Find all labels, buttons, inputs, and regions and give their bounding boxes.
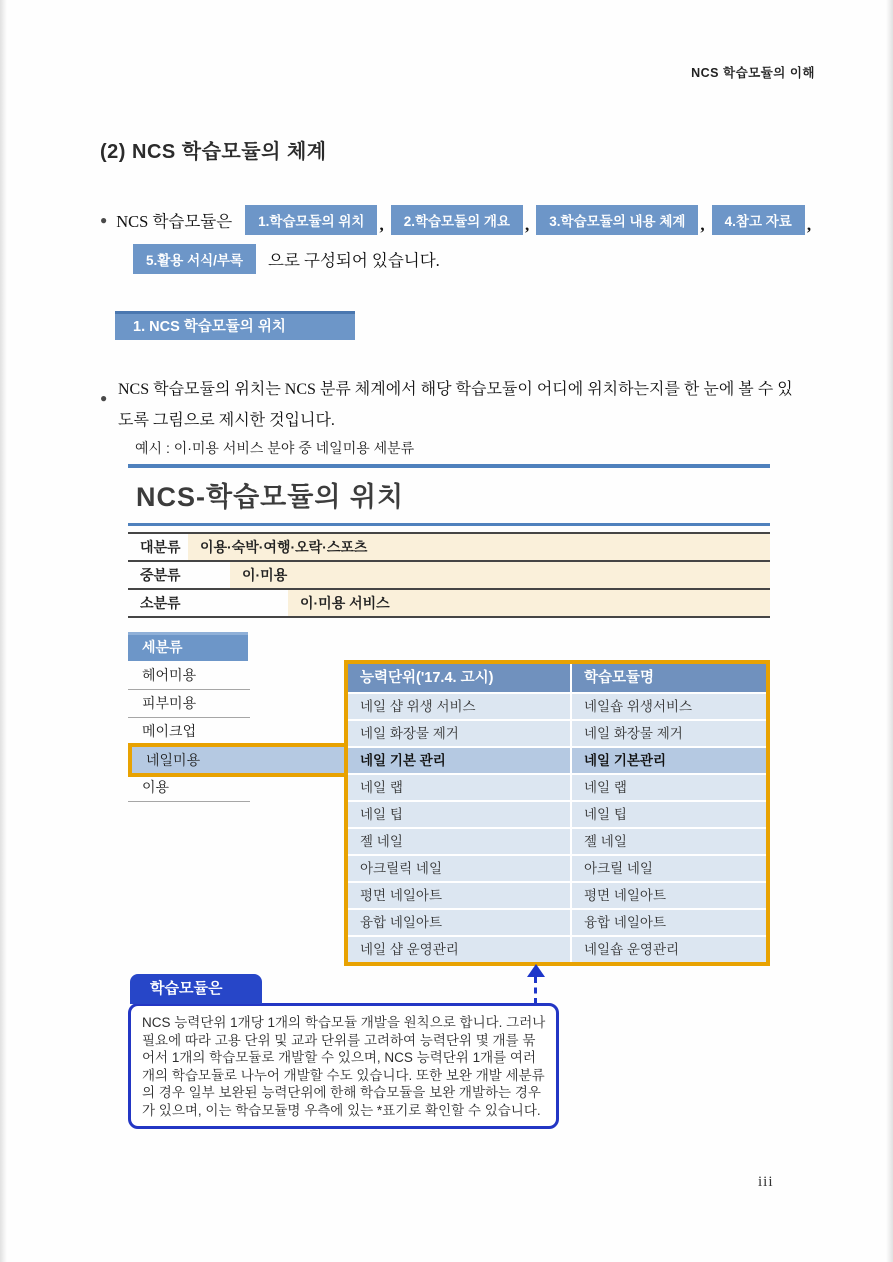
classification-row (128, 560, 770, 588)
running-header: NCS 학습모듈의 이해 (691, 66, 815, 80)
scan-edge-right (886, 0, 893, 1262)
arrow-dashed-stem (534, 977, 537, 1004)
intro-badge: 2.학습모듈의 개요 (391, 205, 523, 235)
module-table-cell: 네일 팁 (348, 802, 570, 827)
subcategory-list (128, 662, 344, 802)
classification-value: 이·미용 서비스 (300, 595, 390, 611)
subcategory-item: 피부미용 (128, 690, 250, 718)
module-table-cell: 네일 샵 위생 서비스 (348, 694, 570, 719)
module-table-cell: 네일 기본관리 (572, 748, 766, 773)
module-table-cell: 네일 화장물 제거 (572, 721, 766, 746)
page-number: iii (758, 1174, 774, 1190)
module-table-cell: 젤 네일 (348, 829, 570, 854)
intro-badge: 5.활용 서식/부록 (133, 244, 256, 274)
bullet-icon: ● (100, 391, 108, 405)
module-table-cell: 평면 네일아트 (348, 883, 570, 908)
classification-label: 대분류 (140, 539, 181, 555)
arrow-up-icon (527, 964, 545, 977)
module-table-cell: 융합 네일아트 (572, 910, 766, 935)
module-table-header: 학습모듈명 (572, 664, 766, 692)
module-table-header: 능력단위('17.4. 고시) (348, 664, 570, 692)
section-header: 1. NCS 학습모듈의 위치 (115, 311, 355, 340)
callout-tab: 학습모듈은 (130, 974, 262, 1004)
module-table-cell: 융합 네일아트 (348, 910, 570, 935)
module-table-cell: 네일 랩 (348, 775, 570, 800)
intro-badge: 4.참고 자료 (712, 205, 805, 235)
classification-band (230, 562, 770, 588)
callout-body: NCS 능력단위 1개당 1개의 학습모듈 개발을 원칙으로 합니다. 그러나 필요에 따라 고용 단위 및 교과 단위를 고려하여 능력단위 몇 개를 묶어서 1개의 학습모듈로 개발할 수 있으며, NCS 능력단위 1개를 여러 개의 학습모듈로 나누어 개발할 수도 있습니다. 또한 보완 개발 세분류의 경우 일부 보완된 능력단위에 한해 학습모듈을 보완 개발하는 경우가 있으며, 이는 학습모듈명 우측에 있는 *표기로 확인할 수 있습니다. (128, 1003, 559, 1129)
diagram-title: NCS-학습모듈의 위치 (136, 482, 405, 512)
classification-table (128, 532, 770, 618)
bullet-icon: ● (100, 213, 108, 227)
module-table-cell: 아크릴 네일 (572, 856, 766, 881)
module-table-cell: 젤 네일 (572, 829, 766, 854)
intro-line-2 (133, 244, 440, 274)
example-line: 예시 : 이·미용 서비스 분야 중 네일미용 세분류 (135, 440, 415, 456)
module-table-cell: 평면 네일아트 (572, 883, 766, 908)
classification-row (128, 588, 770, 618)
comma: , (806, 215, 812, 234)
classification-value: 이·미용 (242, 567, 288, 583)
classification-label: 소분류 (140, 595, 181, 611)
comma: , (379, 215, 384, 234)
subcategory-item: 메이크업 (128, 718, 250, 746)
page-title: (2) NCS 학습모듈의 체계 (100, 141, 327, 163)
subcategory-item: 이용 (128, 774, 250, 802)
module-table (344, 660, 770, 966)
classification-row (128, 532, 770, 560)
diagram-title-block (128, 464, 770, 526)
section-body (100, 374, 800, 436)
subcategory-item: 네일미용 (128, 743, 344, 777)
scan-edge-left (0, 0, 7, 1262)
intro-prefix: NCS 학습모듈은 (116, 212, 233, 231)
intro-line-1 (100, 205, 818, 235)
intro-badge: 3.학습모듈의 내용 체계 (536, 205, 698, 235)
classification-label: 중분류 (140, 567, 181, 583)
module-table-cell: 네일숍 위생서비스 (572, 694, 766, 719)
intro-suffix: 으로 구성되어 있습니다. (268, 251, 440, 270)
module-table-cell: 네일 랩 (572, 775, 766, 800)
comma: , (525, 215, 530, 234)
module-table-cell: 네일 기본 관리 (348, 748, 570, 773)
section-body-text: NCS 학습모듈의 위치는 NCS 분류 체계에서 해당 학습모듈이 어디에 위치하는지를 한 눈에 볼 수 있도록 그림으로 제시한 것입니다. (118, 381, 793, 429)
intro-badge: 1.학습모듈의 위치 (245, 205, 377, 235)
module-table-cell: 아크릴릭 네일 (348, 856, 570, 881)
subcategory-header: 세분류 (128, 632, 248, 661)
subcategory-item: 헤어미용 (128, 662, 250, 690)
classification-value: 이용·숙박·여행·오락·스포츠 (200, 539, 368, 555)
module-table-cell: 네일 화장물 제거 (348, 721, 570, 746)
module-table-cell: 네일숍 운영관리 (572, 937, 766, 962)
module-table-cell: 네일 팁 (572, 802, 766, 827)
module-table-cell: 네일 샵 운영관리 (348, 937, 570, 962)
comma: , (700, 215, 705, 234)
intro-badges-line1 (245, 205, 818, 235)
